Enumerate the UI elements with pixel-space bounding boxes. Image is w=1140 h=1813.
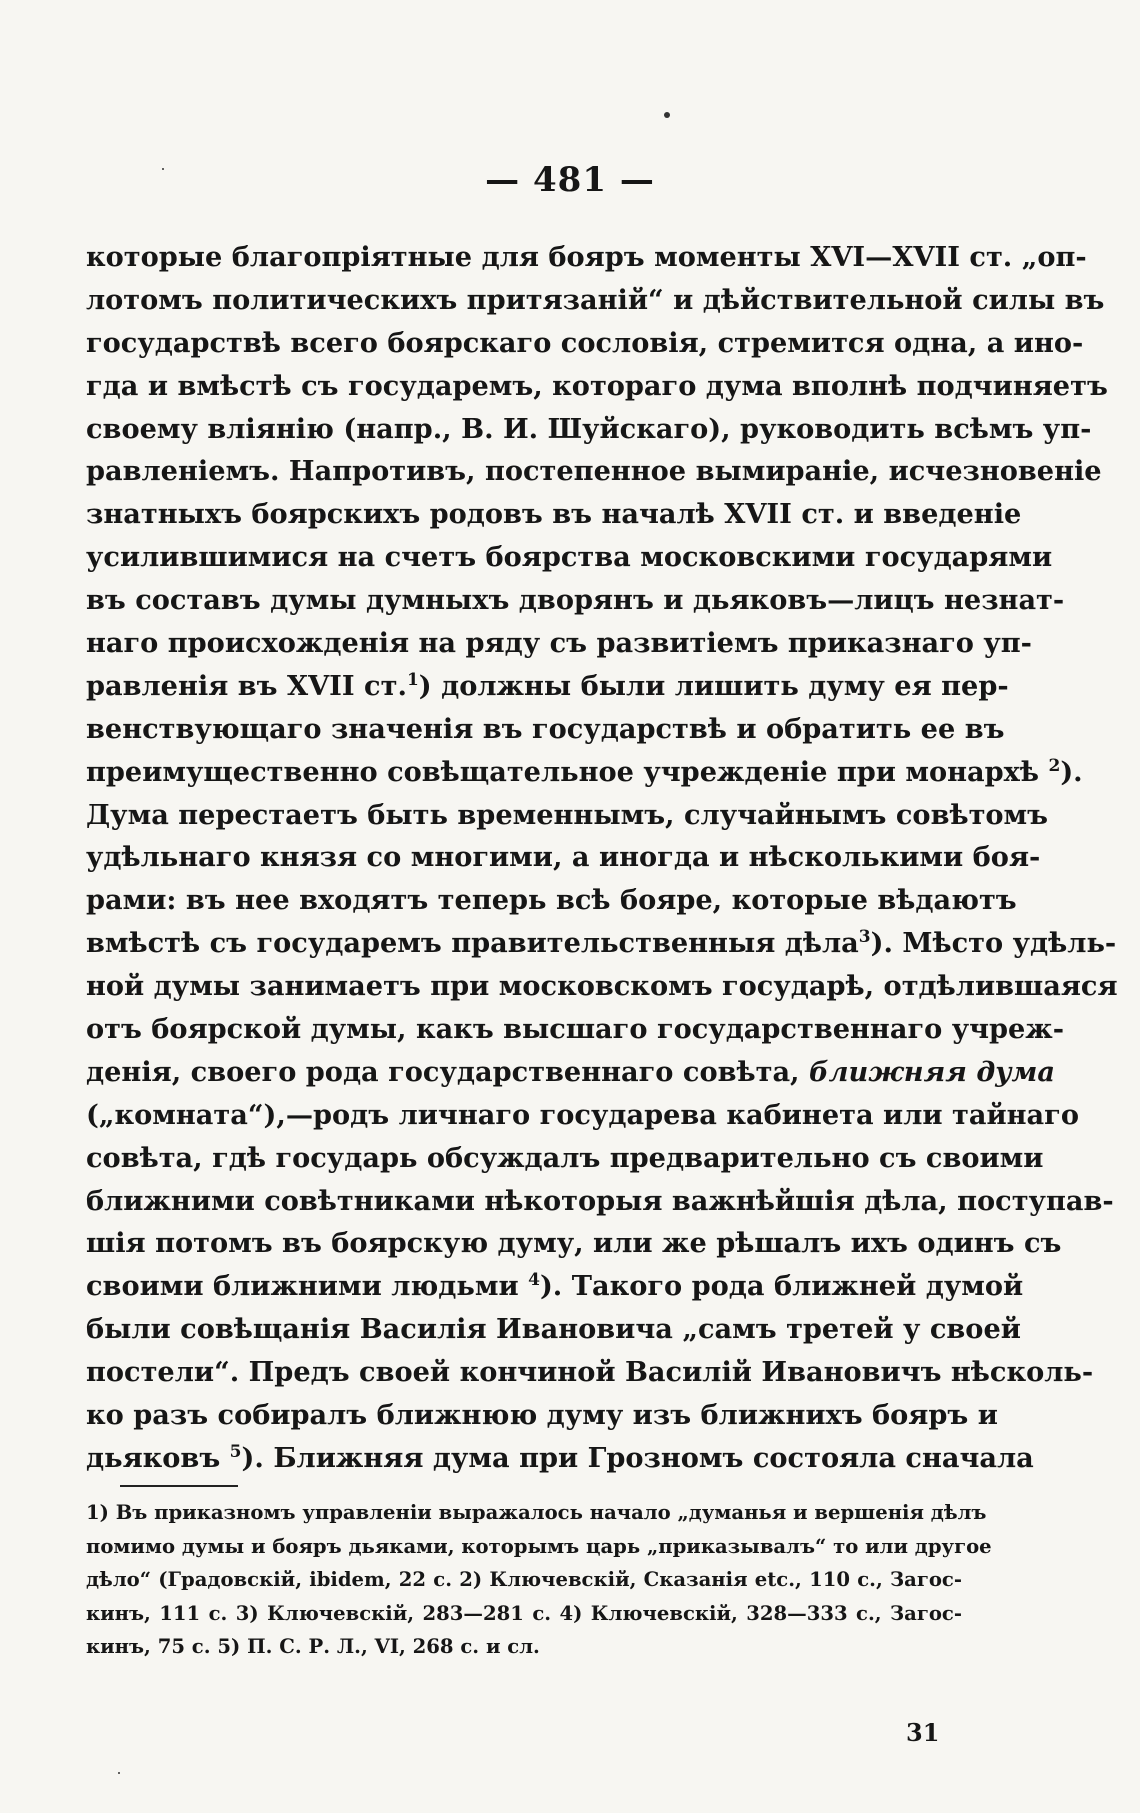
text-line: равленіемъ. Напротивъ, постепенное вымираніе, исчезновеніе xyxy=(86,455,1102,488)
text-line: постели“. Предъ своей кончиной Василій Ивановичъ нѣсколь- xyxy=(86,1356,1094,1389)
footnote-line: кинъ, 75 с. 5) П. С. Р. Л., VI, 268 с. и сл. xyxy=(86,1635,540,1658)
text-fragment: ). Такого рода ближней думой xyxy=(539,1270,1024,1303)
text-fragment: должны были лишить думу ея пер- xyxy=(431,669,1009,702)
footnote-line: дѣло“ (Градовскій, ibidem, 22 с. 2) Ключевскій, Сказанія etc., 110 с., Загос- xyxy=(86,1568,962,1591)
text-line: въ составъ думы думныхъ дворянъ и дьяковъ—лицъ незнат- xyxy=(86,584,1065,617)
text-line: ной думы занимаетъ при московскомъ государѣ, отдѣлившаяся xyxy=(86,970,1118,1003)
text-line: знатныхъ боярскихъ родовъ въ началѣ XVII ст. и введеніе xyxy=(86,498,1022,531)
italic-term: ближняя дума xyxy=(809,1055,1055,1088)
text-fragment: своими ближними людьми xyxy=(86,1270,519,1303)
footnote-mark: 3 xyxy=(858,927,871,948)
text-line: совѣта, гдѣ государь обсуждалъ предварительно съ своими xyxy=(86,1141,1044,1174)
signature-mark: 31 xyxy=(906,1718,940,1747)
text-fragment: денія, своего рода государственнаго совѣта, xyxy=(86,1055,800,1088)
footnote-line: помимо думы и бояръ дьяками, которымъ царь „приказывалъ“ то или другое xyxy=(86,1534,992,1558)
text-line: своему вліянію (напр., В. И. Шуйскаго), руководить всѣмъ уп- xyxy=(86,412,1092,445)
ink-speck xyxy=(664,112,670,118)
text-line: („комната“),—родъ личнаго государева кабинета или тайнаго xyxy=(86,1098,1079,1131)
footnote-line: кинъ, 111 с. 3) Ключевскій, 283—281 с. 4) Ключевскій, 328—333 с., Загос- xyxy=(86,1601,962,1625)
text-line: шія потомъ въ боярскую думу, или же рѣшалъ ихъ одинъ съ xyxy=(86,1227,1062,1260)
text-line: усилившимися на счетъ боярства московскими государями xyxy=(86,541,1053,574)
text-line: рами: въ нее входятъ теперь всѣ бояре, которые вѣдаютъ xyxy=(86,884,1017,917)
text-line: отъ боярской думы, какъ высшаго государственнаго учреж- xyxy=(86,1013,1065,1046)
text-line: лотомъ политическихъ притязаній“ и дѣйствительной силы въ xyxy=(86,283,1105,316)
text-fragment: преимущественно совѣщательное учрежденіе при монархѣ xyxy=(86,755,1039,788)
text-fragment: ). xyxy=(1060,755,1083,788)
text-line: наго происхожденія на ряду съ развитіемъ приказнаго уп- xyxy=(86,627,1032,660)
footnote-separator xyxy=(120,1485,238,1487)
ink-speck xyxy=(162,168,164,170)
text-line xyxy=(86,1051,1055,1094)
text-line: гда и вмѣстѣ съ государемъ, котораго дума вполнѣ подчиняетъ xyxy=(86,369,1108,402)
text-fragment: Ближняя дума при Грозномъ состояла сначала xyxy=(273,1441,1034,1474)
text-line: были совѣщанія Василія Ивановича „самъ третей у своей xyxy=(86,1313,1021,1346)
text-line xyxy=(86,1437,1034,1480)
footnote-mark: 5 xyxy=(229,1441,242,1462)
text-line: ко разъ собиралъ ближнюю думу изъ ближнихъ бояръ и xyxy=(86,1399,998,1432)
footnotes xyxy=(86,1496,992,1664)
text-line: которые благопріятные для бояръ моменты XVI—XVII ст. „оп- xyxy=(86,241,1087,273)
text-line xyxy=(86,1265,1024,1308)
text-line xyxy=(86,922,1117,965)
ink-speck xyxy=(118,1772,120,1774)
footnote-mark: 2 xyxy=(1048,755,1061,776)
text-line xyxy=(86,751,1083,794)
text-line: государствѣ всего боярскаго сословія, стремится одна, а ино- xyxy=(86,326,1084,359)
footnote-mark: 4 xyxy=(528,1270,540,1291)
text-fragment: ). Мѣсто удѣль- xyxy=(870,927,1117,960)
text-line: Дума перестаетъ быть временнымъ, случайнымъ совѣтомъ xyxy=(86,798,1049,831)
text-fragment: вмѣстѣ съ государемъ правительственныя дѣла xyxy=(86,927,859,960)
text-line: ближними совѣтниками нѣкоторыя важнѣйшія дѣла, поступав- xyxy=(86,1184,1114,1217)
body-text xyxy=(86,236,1118,1480)
text-fragment: ). xyxy=(241,1441,264,1474)
page-number: — 481 — xyxy=(485,160,655,200)
text-fragment: дьяковъ xyxy=(86,1441,221,1474)
text-line: удѣльнаго князя со многими, а иногда и нѣсколькими боя- xyxy=(86,841,1041,874)
footnote-line: 1) Въ приказномъ управленіи выражалось начало „думанья и вершенія дѣлъ xyxy=(86,1501,987,1524)
text-line: равленія въ XVII ст.$^1$) должны были лишить думу ея пер- xyxy=(86,669,1009,702)
text-fragment: равленія въ XVII ст. xyxy=(86,669,407,702)
footnote-mark: 1 xyxy=(406,669,419,690)
text-line: венствующаго значенія въ государствѣ и обратить ее въ xyxy=(86,712,1005,745)
